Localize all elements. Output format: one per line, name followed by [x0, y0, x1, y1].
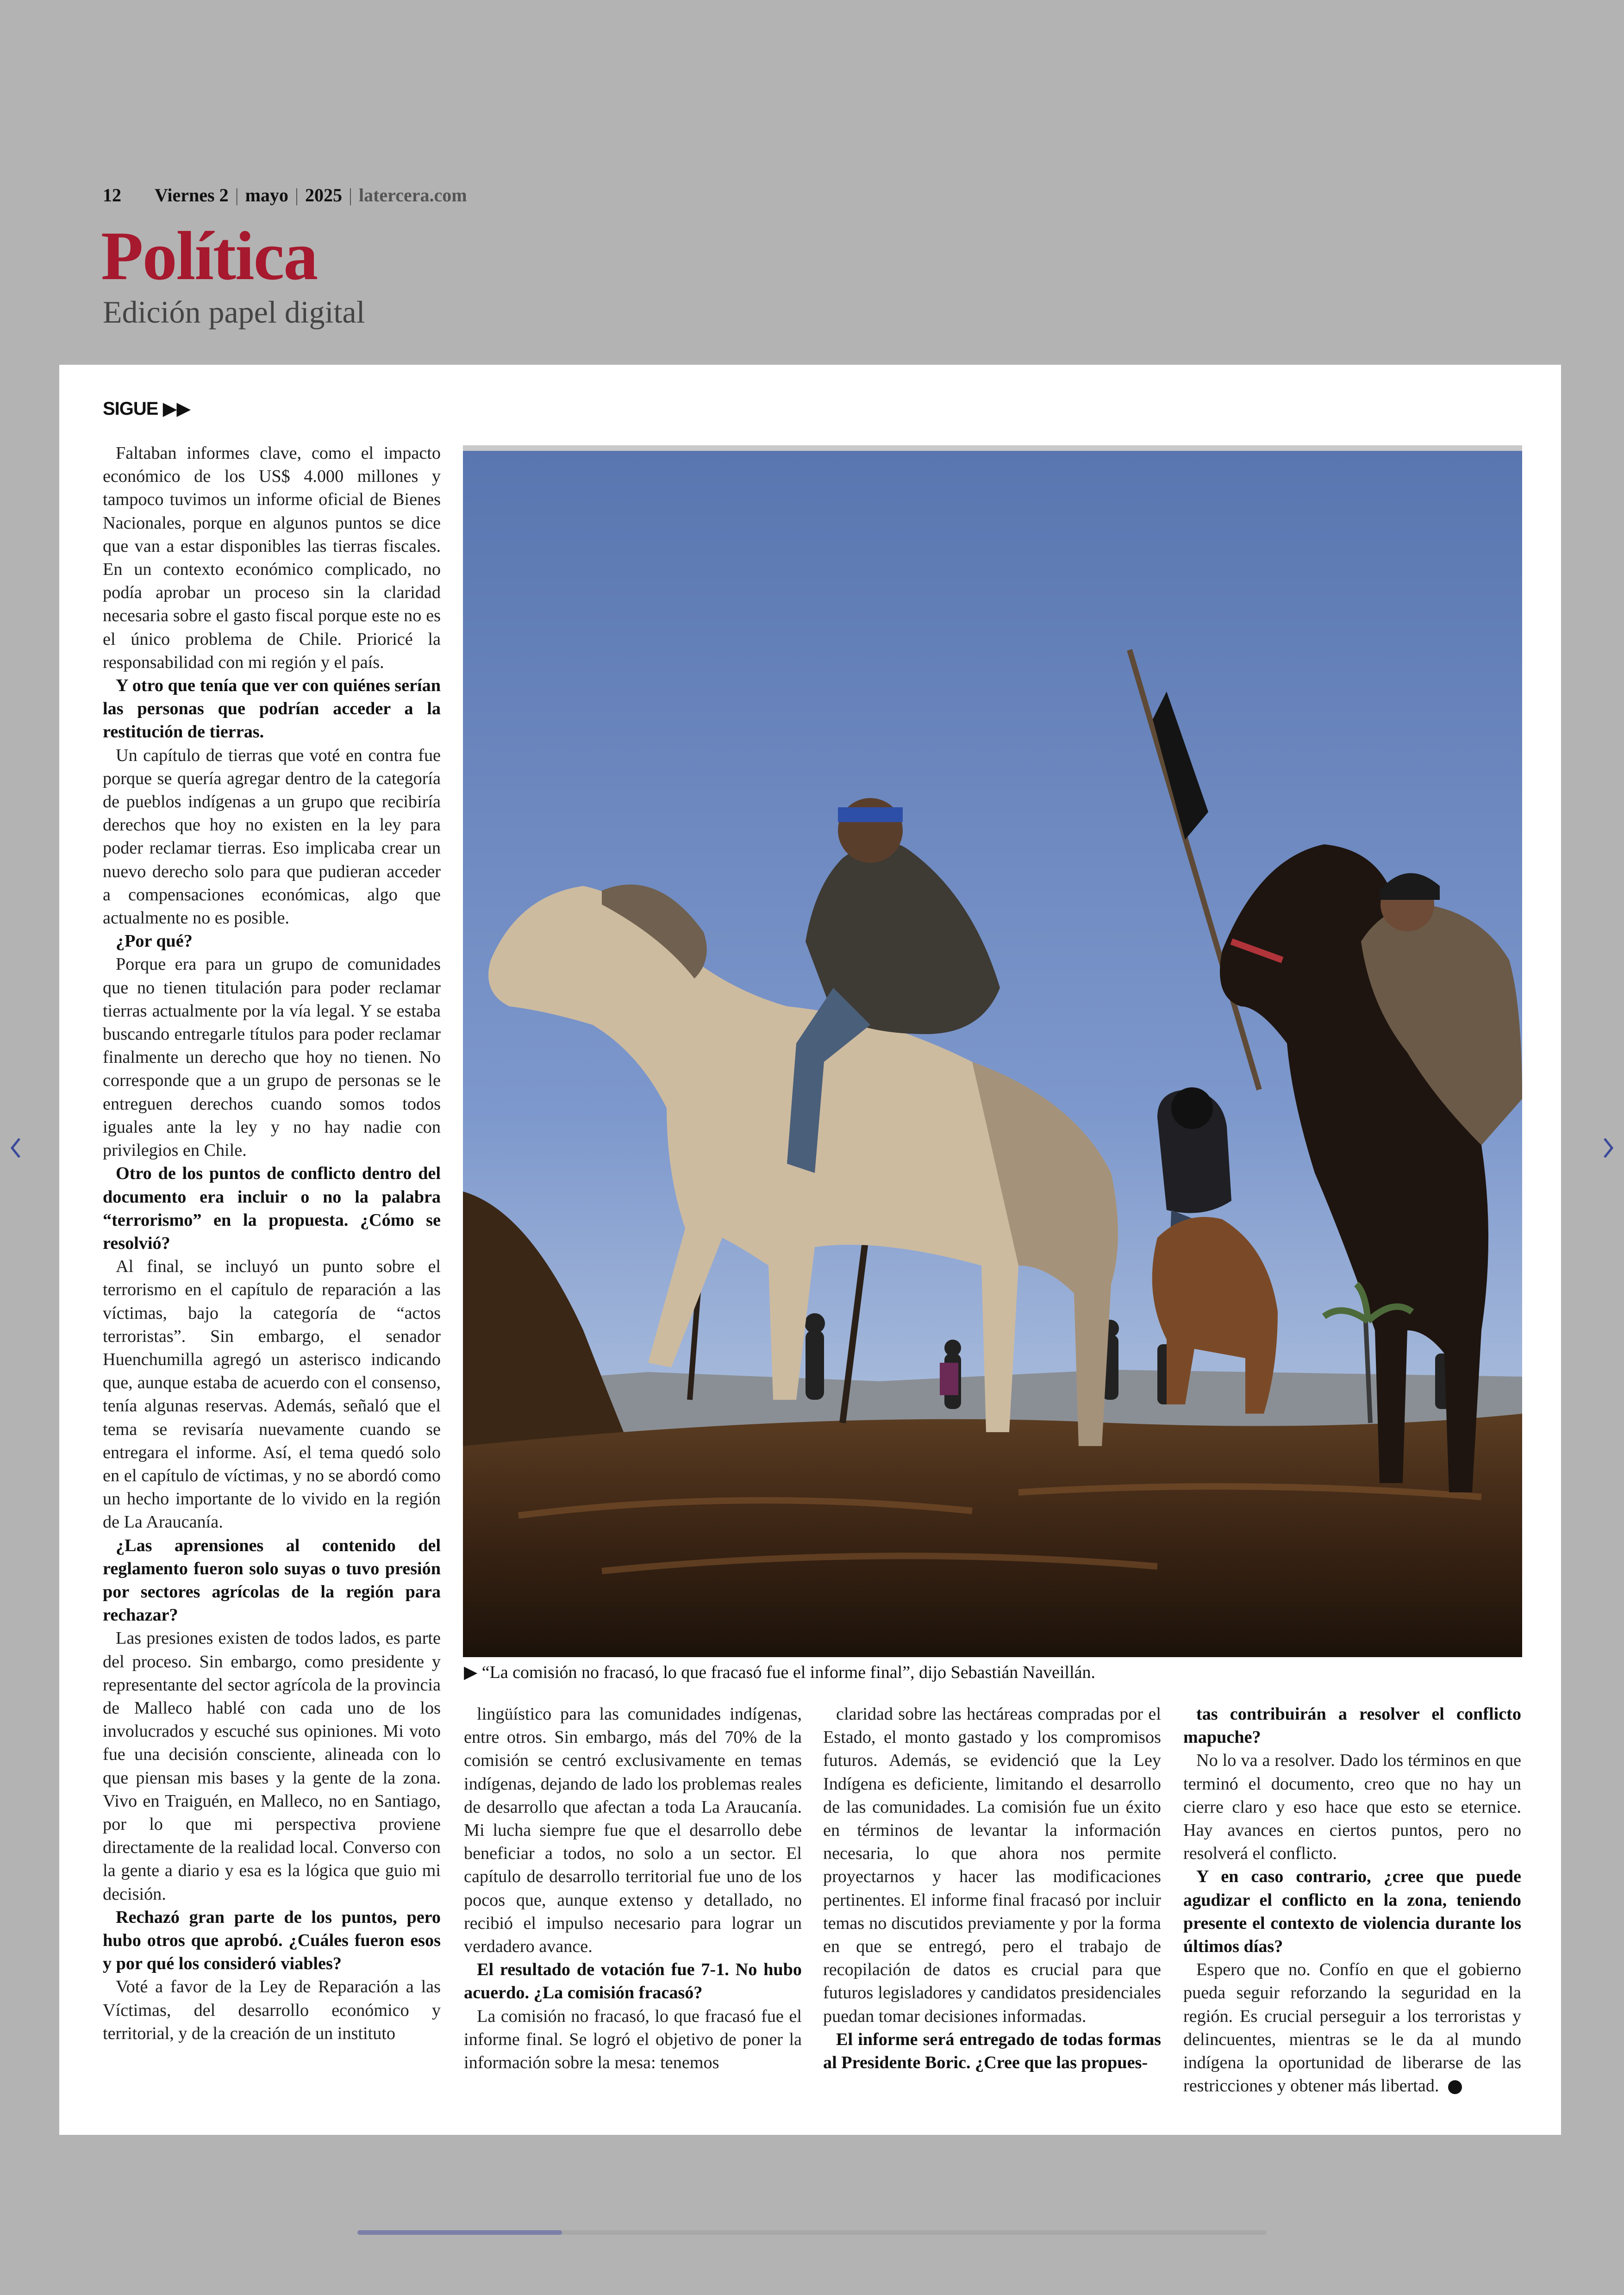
reading-progress-fill	[357, 2230, 562, 2235]
interview-question: El informe será entregado de todas formas al Presidente Boric. ¿Cree que las propues-	[823, 2029, 1161, 2073]
section-title: Política	[101, 218, 318, 294]
interview-answer: Faltaban informes clave, como el impacto económico de los US$ 4.000 millones y tampoco tuvimos un informe oficial de Bienes Nacionales, porque en algunos puntos se dice que van a estar disponibles las tierras fiscales. En un contexto económico complicado, no podía aprobar un proceso sin la claridad necesaria sobre el gasto fiscal porque este no es el único problema de Chile. Prioricé la responsabilidad con mi región y el país.	[103, 443, 441, 672]
issue-year: 2025	[305, 185, 342, 206]
section-subtitle: Edición papel digital	[103, 294, 365, 330]
interview-answer: lingüístico para las comunidades indígenas, entre otros. Sin embargo, más del 70% de la comisión se centró exclusivamente en temas indígenas, dejando de lado los problemas reales de desarrollo que afectan a toda La Araucanía. Mi lucha siempre fue que el desarrollo debe beneficiar a todos, no solo a un sector. El capítulo de desarrollo territorial fue uno de los pocos que, aunque extenso y detallado, no recibió el impulso necesario para lograr un verdadero avance.	[464, 1704, 802, 1957]
article-column-1	[103, 442, 441, 2045]
interview-question: tas contribuirán a resolver el conflicto mapuche?	[1183, 1704, 1521, 1747]
reading-progress-bar[interactable]	[357, 2230, 1267, 2235]
interview-question: El resultado de votación fue 7-1. No hubo acuerdo. ¿La comisión fracasó?	[464, 1960, 802, 2003]
continue-label: SIGUE ▶▶	[103, 399, 191, 419]
interview-question: Rechazó gran parte de los puntos, pero hubo otros que aprobó. ¿Cuáles fueron esos y por qué los consideró viables?	[103, 1907, 441, 1974]
issue-weekday-day: Viernes 2	[155, 185, 229, 206]
dateline: 12 Viernes 2 | mayo | 2025 | latercera.com	[103, 185, 467, 206]
interview-answer: Las presiones existen de todos lados, es parte del proceso. Sin embargo, como presidente y representante del sector agrícola de la provincia de Malleco hablé con cada uno de los involucrados y escuché sus opiniones. Mi voto fue una decisión consciente, alineada con lo que piensan mis bases y la gente de la zona. Vivo en Traiguén, en Malleco, no en Santiago, por lo que mi perspectiva proviene directamente de la realidad local. Converso con la gente a diario y esa es la lógica que guio mi decisión.	[103, 1628, 441, 1904]
interview-question: ¿Por qué?	[116, 931, 193, 951]
article-photo	[463, 451, 1522, 1657]
chevron-right-icon	[1599, 1134, 1618, 1162]
interview-answer: Al final, se incluyó un punto sobre el terrorismo en el capítulo de reparación a las víctimas, bajo la categoría de “actos terroristas”. Sin embargo, el senador Huenchumilla agregó un asterisco indicando que, aunque estaba de acuerdo con el consenso, tenía algunas reservas. Además, señaló que el tema se revisaría nuevamente cuando se entregara el informe. Así, el tema quedó solo en el capítulo de víctimas, y no se abordó como un hecho importante de lo vivido en la región de La Araucanía.	[103, 1257, 441, 1532]
interview-question: ¿Las aprensiones al contenido del reglamento fueron solo suyas o tuvo presión por sectores agrícolas de la región para rechazar?	[103, 1535, 441, 1625]
site-name: latercera.com	[358, 185, 467, 206]
caption-marker-icon: ▶	[464, 1663, 478, 1682]
interview-answer: Espero que no. Confío en que el gobierno pueda seguir reforzando la seguridad en la región. Es crucial perseguir a los terroristas y delincuentes, mientras se le da al mundo indígena la oportunidad de liberarse de las restricciones y obtener más libertad.	[1183, 1960, 1521, 2096]
prev-page-button[interactable]	[6, 1134, 25, 1162]
interview-question: Otro de los puntos de conflicto dentro del documento era incluir o no la palabra “terrorismo” en la propuesta. ¿Cómo se resolvió?	[103, 1164, 441, 1253]
interview-answer: No lo va a resolver. Dado los términos en que terminó el documento, creo que no hay un cierre claro y eso hace que esto se eternice. Hay avances en ciertos puntos, pero no resolverá el conflicto.	[1183, 1751, 1521, 1864]
interview-answer: Un capítulo de tierras que voté en contra fue porque se quería agregar dentro de la categoría de pueblos indígenas a un grupo que recibiría derechos que hoy no existen en la ley para poder reclamar tierras. Eso implicaba crear un nuevo derecho solo para que pudieran acceder a compensaciones económicas, algo que actualmente no es posible.	[103, 745, 441, 928]
article-column-3	[823, 1703, 1161, 2074]
article-column-4	[1183, 1703, 1521, 2097]
article-column-2	[464, 1703, 802, 2074]
photo-caption	[464, 1662, 1095, 1683]
interview-answer: La comisión no fracasó, lo que fracasó fue el informe final. Se logró el objetivo de poner la información sobre la mesa: tenemos	[464, 2006, 802, 2073]
page-number: 12	[103, 185, 121, 206]
chevron-left-icon	[6, 1134, 25, 1162]
caption-text: “La comisión no fracasó, lo que fracasó fue el informe final”, dijo Sebastián Naveillán.	[481, 1663, 1096, 1682]
issue-month: mayo	[245, 185, 288, 206]
interview-answer: claridad sobre las hectáreas compradas por el Estado, el monto gastado y los compromisos futuros. Además, se evidenció que la Ley Indígena es deficiente, limitando el desarrollo de las comunidades. La comisión fue un éxito en términos de levantar la información necesaria, lo que ahora nos permite proyectarnos y hacer las modificaciones pertinentes. El informe final fracasó por incluir temas no discutidos previamente y por la forma en que se entregó, pero el trabajo de recopilación de datos es crucial para que futuros legisladores y candidatos presidenciales puedan tomar decisiones informadas.	[823, 1704, 1161, 2026]
interview-answer: Voté a favor de la Ley de Reparación a las Víctimas, del desarrollo económico y territorial, y de la creación de un instituto	[103, 1977, 441, 2043]
interview-question: Y en caso contrario, ¿cree que puede agudizar el conflicto en la zona, teniendo presente el contexto de violencia durante los últimos días?	[1183, 1867, 1521, 1957]
interview-question: Y otro que tenía que ver con quiénes serían las personas que podrían acceder a la restitución de tierras.	[103, 676, 441, 742]
end-of-article-icon	[1448, 2080, 1462, 2094]
interview-answer: Porque era para un grupo de comunidades que no tienen titulación para poder reclamar tierras actualmente por la vía legal. Y se estaba buscando entregarle títulos para poder reclamar finalmente un derecho que hoy no tienen. No corresponde que a un grupo de personas se le entreguen derechos cuando somos todos iguales ante la ley y no hay nadie con privilegios en Chile.	[103, 954, 441, 1160]
photo-top-rule	[463, 445, 1522, 451]
next-page-button[interactable]	[1599, 1134, 1618, 1162]
